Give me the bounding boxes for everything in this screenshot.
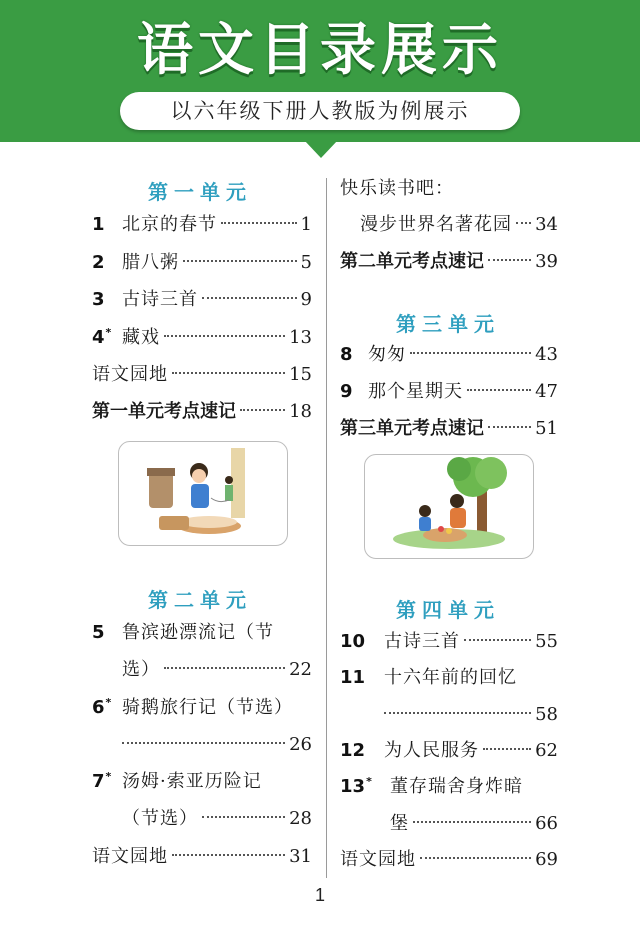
- page-ref: 58: [535, 704, 558, 725]
- lesson-number: 12: [340, 740, 366, 761]
- toc-entry[interactable]: [340, 665, 558, 691]
- page-ref: 28: [289, 808, 312, 829]
- toc-entry-continued[interactable]: [390, 811, 558, 837]
- leader-dots: [164, 667, 285, 669]
- leader-dots: [488, 259, 531, 261]
- lesson-title-line2: 堡: [390, 813, 409, 834]
- leader-dots: [420, 857, 531, 859]
- column-divider: [326, 178, 327, 878]
- leader-dots: [467, 389, 531, 391]
- section-subtitle: 漫步世界名著花园: [360, 214, 512, 235]
- leader-dots: [172, 854, 285, 856]
- lesson-title: 十六年前的回忆: [384, 667, 517, 688]
- page-ref: 51: [535, 418, 558, 439]
- lesson-title-line1: 董存瑞舍身炸暗: [390, 776, 523, 797]
- toc-entry-continued[interactable]: [122, 732, 312, 758]
- toc-entry-continued[interactable]: [360, 212, 558, 238]
- lesson-title-line1: 汤姆·索亚历险记: [122, 771, 262, 792]
- header-pointer: [304, 140, 338, 158]
- leader-dots: [464, 639, 531, 641]
- leader-dots: [516, 222, 531, 224]
- lesson-title-line1: 鲁滨逊漂流记（节: [122, 622, 274, 643]
- lesson-number: 7: [92, 771, 105, 792]
- toc-entry[interactable]: [92, 399, 312, 425]
- unit-heading-2: 第二单元: [148, 588, 252, 612]
- leader-dots: [410, 352, 531, 354]
- toc-entry[interactable]: [340, 847, 558, 873]
- illustration-family-picnic: [364, 454, 534, 559]
- unit-heading-1: 第一单元: [148, 180, 252, 204]
- toc-entry[interactable]: [92, 620, 312, 646]
- page-title: 语文目录展示: [137, 18, 503, 83]
- lesson-title-line2: 选）: [122, 659, 160, 680]
- lesson-number: 8: [340, 344, 353, 365]
- page-ref: 55: [535, 631, 558, 652]
- lesson-number: 11: [340, 667, 366, 688]
- toc-entry[interactable]: [340, 249, 558, 275]
- lesson-title: 腊八粥: [122, 252, 179, 273]
- section-title: 第一单元考点速记: [92, 401, 236, 422]
- lesson-number: 5: [92, 622, 105, 643]
- toc-entry[interactable]: [92, 695, 312, 721]
- page-ref: 47: [535, 381, 558, 402]
- toc-entry[interactable]: [340, 774, 558, 800]
- section-title: 第二单元考点速记: [340, 251, 484, 272]
- subtitle-pill: [120, 92, 520, 130]
- section-title: 语文园地: [92, 364, 168, 385]
- toc-entry-continued[interactable]: [384, 702, 558, 728]
- leader-dots: [488, 426, 531, 428]
- section-title: 第三单元考点速记: [340, 418, 484, 439]
- page-ref: 69: [535, 849, 558, 870]
- lesson-title-line2: （节选）: [122, 808, 198, 829]
- toc-entry[interactable]: [92, 769, 312, 795]
- picnic-scene-icon: [365, 455, 533, 558]
- page-ref: 31: [289, 846, 312, 867]
- toc-entry[interactable]: [92, 250, 312, 276]
- toc-entry[interactable]: [340, 176, 560, 202]
- lesson-number: 2: [92, 252, 105, 273]
- lesson-number: 13: [340, 776, 366, 797]
- lesson-number: 4: [92, 327, 105, 348]
- section-title: 快乐读书吧：: [340, 178, 454, 199]
- lesson-number: 6: [92, 697, 105, 718]
- toc-entry[interactable]: [340, 416, 558, 442]
- lesson-number: 1: [92, 214, 105, 235]
- page-ref: 66: [535, 813, 558, 834]
- leader-dots: [164, 335, 285, 337]
- lesson-title: 为人民服务: [384, 740, 479, 761]
- page-ref: 1: [300, 214, 312, 235]
- leader-dots: [240, 409, 285, 411]
- extended-reading-mark: *: [366, 775, 372, 788]
- illustration-child-cooking: [118, 441, 288, 546]
- unit-heading-3: 第三单元: [396, 312, 500, 336]
- leader-dots: [483, 748, 531, 750]
- toc-entry[interactable]: [92, 212, 312, 238]
- leader-dots: [202, 297, 297, 299]
- lesson-title: 骑鹅旅行记（节选）: [122, 697, 293, 718]
- leader-dots: [172, 372, 285, 374]
- toc-entry[interactable]: [340, 342, 558, 368]
- lesson-number: 9: [340, 381, 353, 402]
- toc-entry-continued[interactable]: [122, 657, 312, 683]
- page-ref: 15: [289, 364, 312, 385]
- toc-entry[interactable]: [340, 738, 558, 764]
- leader-dots: [221, 222, 297, 224]
- lesson-title: 匆匆: [368, 344, 406, 365]
- cooking-scene-icon: [119, 442, 287, 545]
- page-ref: 34: [535, 214, 558, 235]
- toc-entry[interactable]: [92, 287, 312, 313]
- leader-dots: [202, 816, 285, 818]
- page-ref: 62: [535, 740, 558, 761]
- page-ref: 43: [535, 344, 558, 365]
- page-ref: 13: [289, 327, 312, 348]
- leader-dots: [122, 742, 285, 744]
- page-ref: 26: [289, 734, 312, 755]
- lesson-number: 10: [340, 631, 366, 652]
- page-ref: 22: [289, 659, 312, 680]
- lesson-title: 那个星期天: [368, 381, 463, 402]
- leader-dots: [413, 821, 531, 823]
- toc-entry[interactable]: [340, 629, 558, 655]
- lesson-title: 古诗三首: [122, 289, 198, 310]
- extended-reading-mark: *: [105, 696, 112, 709]
- lesson-title: 古诗三首: [384, 631, 460, 652]
- lesson-number: 3: [92, 289, 105, 310]
- toc-entry[interactable]: [92, 844, 312, 870]
- toc-entry[interactable]: [92, 325, 312, 351]
- section-title: 语文园地: [92, 846, 168, 867]
- section-title: 语文园地: [340, 849, 416, 870]
- page-ref: 9: [300, 289, 312, 310]
- lesson-title: 北京的春节: [122, 214, 217, 235]
- toc-entry[interactable]: [92, 362, 312, 388]
- page-number: 1: [314, 885, 325, 905]
- toc-entry[interactable]: [340, 379, 558, 405]
- leader-dots: [183, 260, 297, 262]
- toc-entry-continued[interactable]: [122, 806, 312, 832]
- subtitle-text: 以六年级下册人教版为例展示: [170, 99, 470, 123]
- page-ref: 18: [289, 401, 312, 422]
- leader-dots: [384, 712, 531, 714]
- extended-reading-mark: *: [105, 770, 112, 783]
- lesson-title: 藏戏: [122, 327, 160, 348]
- unit-heading-4: 第四单元: [396, 598, 500, 622]
- page-ref: 5: [300, 252, 312, 273]
- extended-reading-mark: *: [105, 326, 112, 339]
- page-ref: 39: [535, 251, 558, 272]
